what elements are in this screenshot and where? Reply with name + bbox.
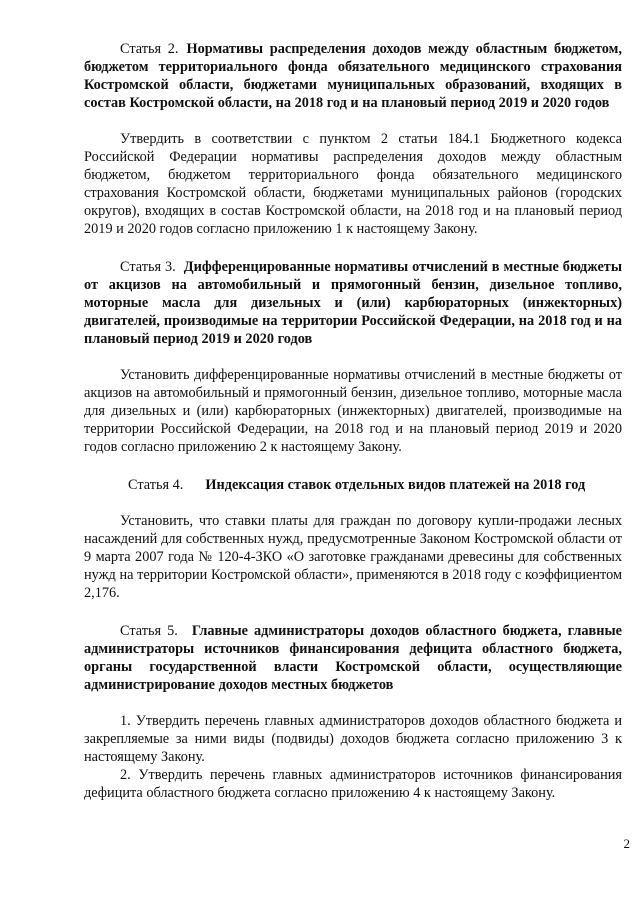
article-title: Главные администраторы доходов областного бюджета, главные администраторы источников финансирования дефицита областного бюджета, органы государственной власти Костромской области, осуществляющие администрирование доходов местных бюджетов	[84, 623, 622, 693]
article-4	[84, 476, 622, 602]
article-paragraph: Установить дифференцированные нормативы отчислений в местные бюджеты от акцизов на автомобильный и прямогонный бензин, дизельное топливо, моторные масла для дизельных и (или) карбюраторных (инжекторных) двигателей, производимые на территории Российской Федерации, на 2018 год и на плановый период 2019 и 2020 годов согласно приложению 2 к настоящему Закону.	[84, 367, 622, 455]
article-title: Нормативы распределения доходов между областным бюджетом, бюджетом территориального фонда обязательного медицинского страхования Костромской области, бюджетами муниципальных образований, входящих в состав Костромской области, на 2018 год и на плановый период 2019 и 2020 годов	[84, 41, 622, 111]
article-heading	[84, 40, 622, 112]
article-title: Дифференцированные нормативы отчислений в местные бюджеты от акцизов на автомобильный и прямогонный бензин, дизельное топливо, моторные масла для дизельных и (или) карбюраторных (инжекторных) двигателей, производимые на территории Российской Федерации, на 2018 год и на плановый период 2019 и 2020 годов	[84, 259, 622, 347]
article-paragraph-item-2: 2. Утвердить перечень главных администраторов источников финансирования дефицита областного бюджета согласно приложению 4 к настоящему Закону.	[84, 767, 622, 801]
article-label: Статья 4.	[128, 477, 184, 493]
article-2	[84, 40, 622, 238]
page-number: 2	[623, 836, 630, 851]
article-paragraph: Установить, что ставки платы для граждан по договору купли-продажи лесных насаждений для собственных нужд, предусмотренные Законом Костромской области от 9 марта 2007 года № 120-4-ЗКО «О заготовке гражданами древесины для собственных нужд на территории Костромской области», применяются в 2018 году с коэффициентом 2,176.	[84, 513, 622, 601]
article-heading	[84, 622, 622, 694]
article-label: Статья 3.	[120, 259, 176, 275]
article-3	[84, 258, 622, 456]
article-label: Статья 2.	[120, 41, 179, 57]
article-label: Статья 5.	[120, 623, 178, 639]
article-5	[84, 622, 622, 802]
article-paragraph: Утвердить в соответствии с пунктом 2 статьи 184.1 Бюджетного кодекса Российской Федерации нормативы распределения доходов между областным бюджетом, бюджетом территориального фонда обязательного медицинского страхования Костромской области, бюджетами муниципальных районов (городских округов), входящих в состав Костромской области, на 2018 год и на плановый период 2019 и 2020 годов согласно приложению 1 к настоящему Закону.	[84, 131, 622, 237]
article-title: Индексация ставок отдельных видов платежей на 2018 год	[205, 477, 586, 493]
article-heading	[84, 258, 622, 348]
article-paragraph-item-1: 1. Утвердить перечень главных администраторов доходов областного бюджета и закрепляемые за ними виды (подвиды) доходов бюджета согласно приложению 3 к настоящему Закону.	[84, 713, 622, 765]
article-heading	[84, 476, 622, 494]
